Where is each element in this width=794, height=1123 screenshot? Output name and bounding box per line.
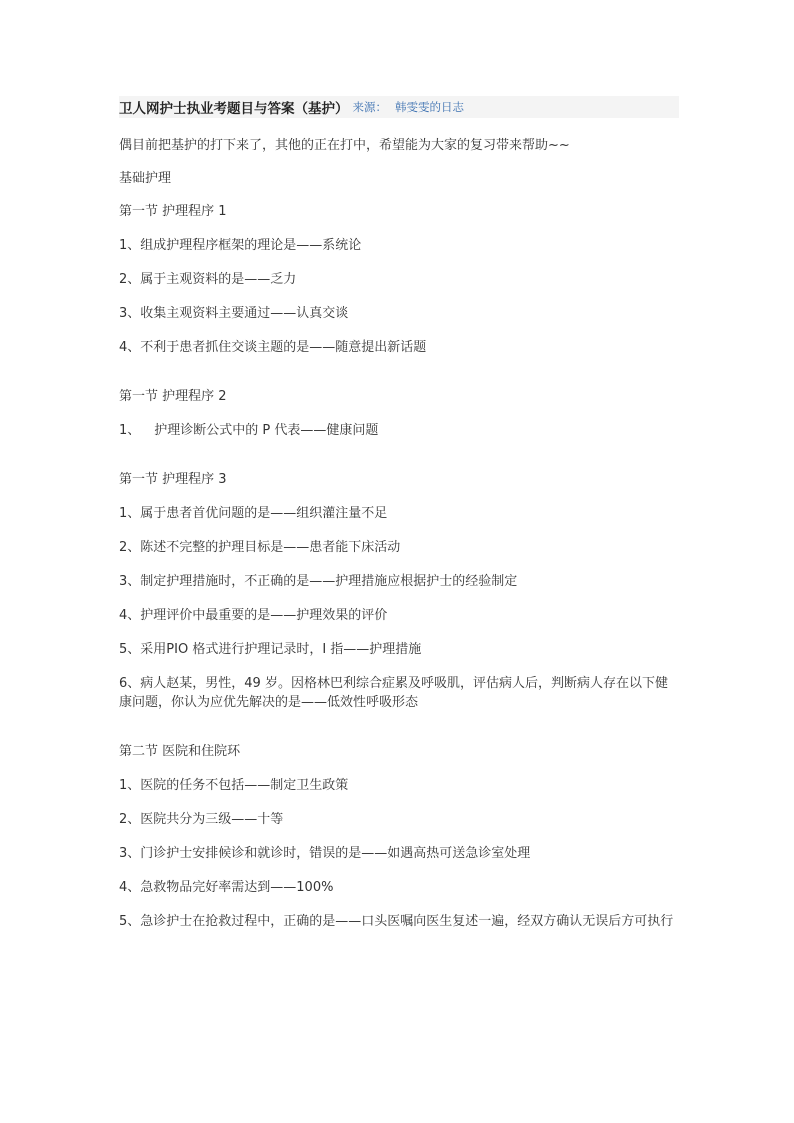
item-text: 医院共分为三级——十等 bbox=[140, 812, 284, 827]
item-number: 5、 bbox=[119, 914, 141, 929]
item-text: 医院的任务不包括——制定卫生政策 bbox=[140, 778, 349, 793]
section-4 bbox=[119, 742, 679, 931]
item-text: 陈述不完整的护理目标是——患者能下床活动 bbox=[140, 540, 401, 555]
list-item bbox=[119, 421, 679, 440]
list-item bbox=[119, 572, 679, 591]
item-number: 4、 bbox=[119, 608, 141, 623]
item-text: 组成护理程序框架的理论是——系统论 bbox=[140, 238, 362, 253]
item-text: 病人赵某，男性，49 岁。因格林巴利综合症累及呼吸肌，评估病人后，判断病人存在以下健康问题，你认为应优先解决的是——低效性呼吸形态 bbox=[119, 676, 668, 710]
source-link[interactable]: 韩雯雯的日志 bbox=[395, 100, 464, 114]
item-number: 4、 bbox=[119, 340, 141, 355]
item-number: 3、 bbox=[119, 574, 141, 589]
document-page bbox=[119, 96, 679, 961]
section-heading: 第一节 护理程序 1 bbox=[119, 204, 227, 219]
list-item bbox=[119, 810, 679, 829]
category-heading: 基础护理 bbox=[119, 171, 172, 186]
list-item bbox=[119, 236, 679, 255]
item-text: 护理诊断公式中的 P 代表——健康问题 bbox=[154, 423, 379, 438]
source-label: 来源： bbox=[352, 100, 387, 114]
list-item bbox=[119, 338, 679, 357]
item-text: 属于患者首优问题的是——组织灌注量不足 bbox=[140, 506, 388, 521]
item-text: 制定护理措施时，不正确的是——护理措施应根据护士的经验制定 bbox=[140, 574, 518, 589]
section-heading: 第一节 护理程序 3 bbox=[119, 472, 227, 487]
item-text: 门诊护士安排候诊和就诊时，错误的是——如遇高热可送急诊室处理 bbox=[140, 846, 531, 861]
page-title: 卫人网护士执业考题目与答案（基护） bbox=[119, 101, 349, 117]
item-text: 急救物品完好率需达到——100% bbox=[140, 880, 334, 895]
section-heading: 第一节 护理程序 2 bbox=[119, 389, 227, 404]
item-text: 收集主观资料主要通过——认真交谈 bbox=[140, 306, 349, 321]
item-number: 3、 bbox=[119, 306, 141, 321]
item-number: 2、 bbox=[119, 272, 141, 287]
section-heading: 第二节 医院和住院环 bbox=[119, 744, 241, 759]
list-item bbox=[119, 878, 679, 897]
list-item bbox=[119, 776, 679, 795]
item-text: 护理评价中最重要的是——护理效果的评价 bbox=[140, 608, 388, 623]
item-number: 3、 bbox=[119, 846, 141, 861]
section-1 bbox=[119, 202, 679, 357]
list-item bbox=[119, 606, 679, 625]
item-text: 采用PIO 格式进行护理记录时，I 指——护理措施 bbox=[140, 642, 422, 657]
intro-text: 偶目前把基护的打下来了，其他的正在打中，希望能为大家的复习带来帮助~~ bbox=[119, 138, 570, 153]
section-3 bbox=[119, 470, 679, 712]
list-item bbox=[119, 504, 679, 523]
list-item bbox=[119, 674, 679, 712]
item-number: 4、 bbox=[119, 880, 141, 895]
item-number: 1、 bbox=[119, 423, 141, 438]
section-2 bbox=[119, 387, 679, 440]
item-number: 6、 bbox=[119, 676, 141, 691]
item-text: 急诊护士在抢救过程中，正确的是——口头医嘱向医生复述一遍，经双方确认无误后方可执行 bbox=[140, 914, 674, 929]
list-item bbox=[119, 912, 679, 931]
list-item bbox=[119, 538, 679, 557]
item-number: 5、 bbox=[119, 642, 141, 657]
item-number: 1、 bbox=[119, 238, 141, 253]
item-number: 1、 bbox=[119, 778, 141, 793]
item-number: 1、 bbox=[119, 506, 141, 521]
list-item bbox=[119, 270, 679, 289]
item-text: 属于主观资料的是——乏力 bbox=[140, 272, 297, 287]
list-item bbox=[119, 844, 679, 863]
list-item bbox=[119, 304, 679, 323]
item-text: 不利于患者抓住交谈主题的是——随意提出新话题 bbox=[140, 340, 427, 355]
item-number: 2、 bbox=[119, 540, 141, 555]
item-number: 2、 bbox=[119, 812, 141, 827]
title-bar bbox=[119, 96, 679, 118]
list-item bbox=[119, 640, 679, 659]
